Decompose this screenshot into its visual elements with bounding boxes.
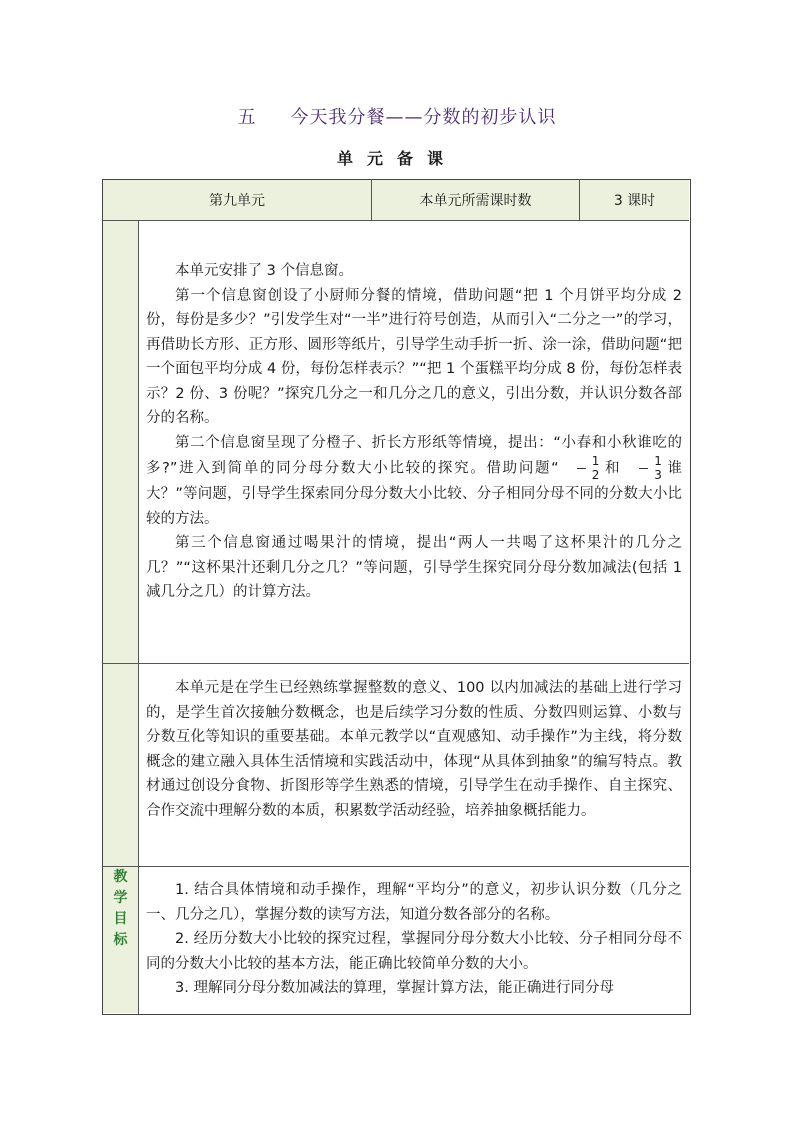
overview-text: 谁大？”等问题，引导学生探索同分母分数大小比较、分子相同分母不同的分数大小比较的方法。 [146, 460, 683, 527]
row-divider [102, 866, 689, 867]
overview-cell [146, 259, 682, 605]
analysis-cell [146, 676, 682, 823]
unit-cell [103, 180, 371, 220]
hours-label-cell [372, 180, 579, 220]
goal-item: 2. 经历分数大小比较的探究过程，掌握同分母分数大小比较、分子相同分母不同的分数大小比较的基本方法，能正确比较简单分数的大小。 [146, 931, 682, 972]
side-cell-overview [103, 221, 138, 663]
unit-plan-table [102, 179, 691, 1015]
overview-text: 第二个信息窗呈现了分橙子、折长方形纸等情境，提出：“小春和小秋谁吃的多?”进入到简单的同分母分数大小比较的探究。借助问题“ [146, 434, 682, 477]
col-divider [371, 179, 372, 220]
row-divider [102, 663, 689, 664]
analysis-paragraph: 本单元是在学生已经熟练掌握整数的意义、100 以内加减法的基础上进行学习的，是学生首次接触分数概念，也是后续学习分数的性质、分数四则运算、小数与分数互化等知识的重要基础。本单元教学以“直观感知、动手操作”为主线，将分数概念的建立融入具体生活情境和实践活动中，体现“从具体到抽象”的编写特点。教材通过创设分食物、折图形等学生熟悉的情境，引导学生在动手操作、自主探究、合作交流中理解分数的本质，积累数学活动经验，培养抽象概括能力。 [146, 680, 682, 819]
goal-item: 1. 结合具体情境和动手操作，理解“平均分”的意义，初步认识分数（几分之一、几分之几），掌握分数的读写方法，知道分数各部分的名称。 [146, 882, 682, 923]
fraction-one-third [625, 455, 662, 482]
label-char: 标 [113, 932, 128, 948]
hours-value: 3 课时 [613, 193, 656, 209]
row-divider [102, 220, 689, 221]
overview-paragraph: 第三个信息窗通过喝果汁的情境，提出“两人一共喝了这杯果汁的几分之几？”“这杯果汁还剩几分之几？”等问题，引导学生探究同分母分数加减法(包括 1 减几分之几）的计算方法。 [146, 535, 682, 600]
unit-number: 五 [237, 107, 257, 128]
col-divider [579, 179, 580, 220]
overview-paragraph [146, 431, 682, 532]
goal-item: 3. 理解同分母分数加减法的算理，掌握计算方法，能正确进行同分母 [175, 980, 614, 996]
unit-title: 今天我分餐——分数的初步认识 [290, 107, 557, 128]
hours-label: 本单元所需课时数 [419, 193, 532, 209]
hours-value-cell [580, 180, 689, 220]
page-title [0, 103, 794, 133]
fraction-one-half [563, 455, 600, 482]
fraction-denominator: 2 [591, 468, 600, 482]
teaching-goals-label [103, 867, 138, 951]
label-char: 教 [113, 869, 128, 885]
overview-text: 和 [603, 460, 622, 477]
fraction-numerator: 1 [654, 454, 662, 468]
unit-label: 第九单元 [209, 193, 265, 209]
side-cell-analysis [103, 664, 138, 866]
fraction-numerator: 1 [591, 454, 600, 468]
label-char: 目 [113, 911, 128, 927]
label-char: 学 [113, 890, 128, 906]
col-divider [138, 220, 139, 1014]
overview-paragraph: 第一个信息窗创设了小厨师分餐的情境，借助问题“把 1 个月饼平均分成 2 份，每份是多少？”引发学生对“一半”进行符号创造，从而引入“二分之一”的学习，再借助长方形、正方形、圆形等纸片，引导学生动手折一折、涂一涂，借助问题“把一个面包平均分成 4 份，每份怎样表示？”“把 1 个蛋糕平均分成 8 份，每份怎样表示？2 份、3 份呢？”探究几分之一和几分之几的意义，引出分数，并认识分数各部分的名称。 [146, 287, 682, 426]
overview-paragraph: 本单元安排了 3 个信息窗。 [175, 263, 353, 279]
page-subtitle: 单元备课 [336, 149, 457, 168]
fraction-denominator: 3 [654, 468, 662, 482]
goals-cell [146, 878, 682, 1012]
